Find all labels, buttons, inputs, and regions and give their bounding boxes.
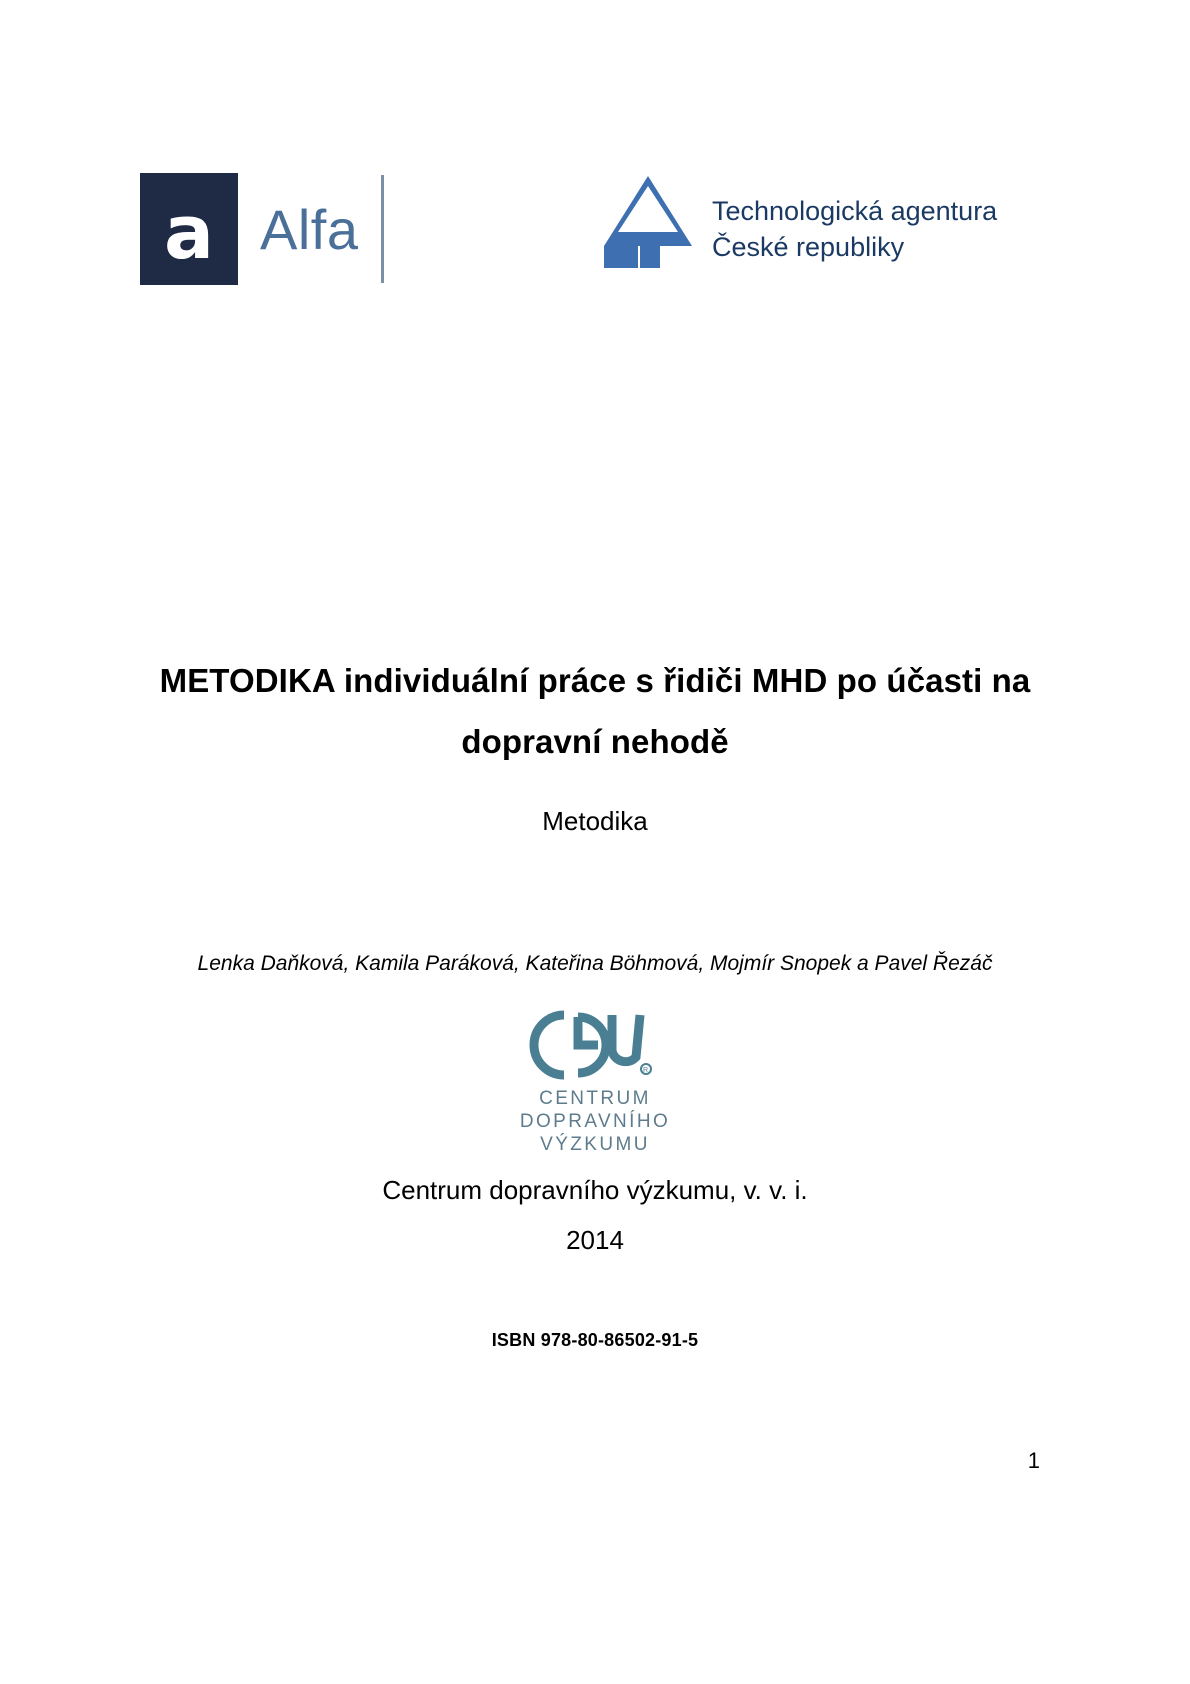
tacr-logo-line1: Technologická agentura xyxy=(712,196,998,226)
cdv-logo-line1: CENTRUM xyxy=(539,1088,651,1109)
page-subtitle: Metodika xyxy=(542,806,648,837)
alfa-logo-mark xyxy=(140,173,238,285)
title-block xyxy=(0,650,1190,837)
tacr-logo-line2: České republiky xyxy=(712,231,905,262)
cdv-logo-line2: DOPRAVNÍHO xyxy=(519,1111,671,1133)
logo-row xyxy=(0,160,1190,290)
alfa-logo-divider xyxy=(381,175,384,283)
cdv-logo-text xyxy=(520,1087,670,1157)
tacr-logo-text xyxy=(712,194,997,265)
svg-text:R: R xyxy=(643,1067,649,1074)
publication-year: 2014 xyxy=(566,1225,624,1255)
tacr-logo xyxy=(600,168,997,270)
publisher-name: Centrum dopravního výzkumu, v. v. i. xyxy=(382,1175,808,1205)
alfa-logo-glyph: a xyxy=(164,190,214,276)
page-number: 1 xyxy=(1027,1448,1040,1473)
cdv-logo-line3: VÝZKUMU xyxy=(540,1134,650,1156)
alfa-logo-wordmark: Alfa xyxy=(260,197,359,261)
cdv-logo xyxy=(0,1005,1190,1157)
tacr-logo-mark xyxy=(600,174,696,270)
page-title: METODIKA individuální práce s řidiči MHD po účasti na dopravní nehodě xyxy=(159,662,1031,761)
isbn-text: ISBN 978-80-86502-91-5 xyxy=(491,1330,699,1350)
cdv-logo-mark xyxy=(520,1005,670,1085)
author-list: Lenka Daňková, Kamila Paráková, Kateřina Böhmová, Mojmír Snopek a Pavel Řezáč xyxy=(197,952,993,975)
alfa-logo xyxy=(140,174,384,284)
